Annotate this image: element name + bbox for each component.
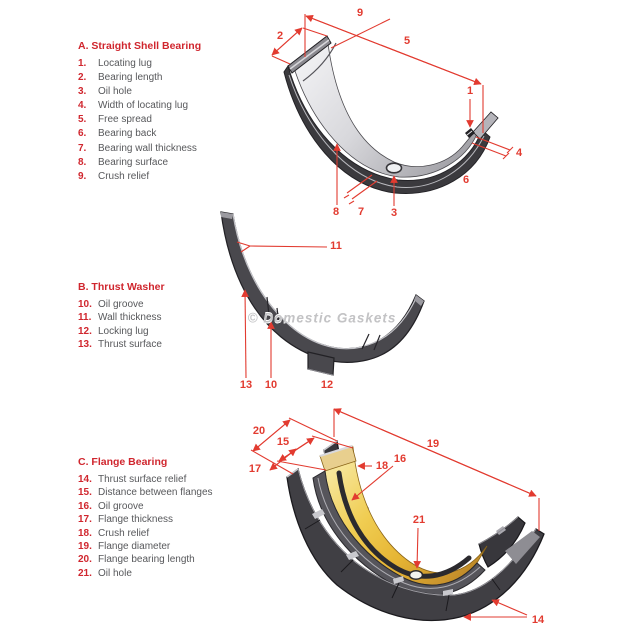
legend-item: 17. Flange thickness [78, 514, 174, 526]
legend-item: 16. Oil groove [78, 500, 144, 512]
callout-6: 6 [462, 174, 470, 186]
callout-9: 9 [356, 7, 364, 19]
callout-5: 5 [403, 35, 411, 47]
legend-item: 19. Flange diameter [78, 541, 171, 553]
callout-10: 10 [264, 379, 278, 391]
legend-item: 18. Crush relief [78, 527, 150, 539]
oil-hole-c [410, 571, 423, 579]
legend-item: 14. Thrust surface relief [78, 474, 187, 485]
section-b-heading: B. Thrust Washer [78, 281, 165, 293]
callout-1: 1 [466, 85, 474, 97]
legend-item: 20. Flange bearing length [78, 554, 195, 566]
section-a-heading: A. Straight Shell Bearing [78, 40, 202, 52]
callout-13: 13 [239, 379, 253, 391]
callout-12: 12 [320, 379, 334, 391]
callout-7: 7 [357, 206, 365, 218]
callout-3: 3 [390, 207, 398, 219]
annotations-a [272, 14, 513, 206]
legend-item: 2. Bearing length [78, 72, 163, 84]
callout-2: 2 [276, 30, 284, 42]
callout-20: 20 [252, 425, 266, 437]
callout-17: 17 [248, 463, 262, 475]
legend-item: 4. Width of locating lug [78, 100, 189, 112]
legend-item: 15. Distance between flanges [78, 487, 213, 499]
legend-item: 5. Free spread [78, 114, 152, 126]
flange-bearing-illustration [287, 441, 544, 620]
legend-item: 3. Oil hole [78, 86, 132, 98]
section-c-heading: C. Flange Bearing [78, 456, 168, 468]
legend-item: 9. Crush relief [78, 170, 150, 182]
legend-item: 12. Locking lug [78, 325, 149, 337]
oil-hole-a [387, 163, 402, 173]
legend-item: 13. Thrust surface [78, 338, 162, 350]
legend-item: 21. Oil hole [78, 567, 132, 579]
callout-21: 21 [412, 514, 426, 526]
section-straight-shell-bearing [78, 40, 288, 184]
callout-11: 11 [330, 240, 342, 252]
callout-18: 18 [375, 460, 389, 472]
legend-item: 8. Bearing surface [78, 156, 169, 168]
callout-15: 15 [276, 436, 290, 448]
legend-item: 10. Oil groove [78, 299, 144, 310]
legend-item: 6. Bearing back [78, 128, 157, 140]
watermark: © Domestic Gaskets [247, 310, 397, 326]
callout-8: 8 [332, 206, 340, 218]
legend-item: 1. Locating lug [78, 58, 152, 69]
callout-16: 16 [393, 453, 407, 465]
straight-shell-bearing-illustration [284, 36, 498, 193]
legend-item: 11. Wall thickness [78, 312, 162, 324]
callout-19: 19 [426, 438, 440, 450]
callout-4: 4 [515, 147, 523, 159]
callout-14: 14 [531, 614, 545, 626]
legend-item: 7. Bearing wall thickness [78, 142, 197, 154]
